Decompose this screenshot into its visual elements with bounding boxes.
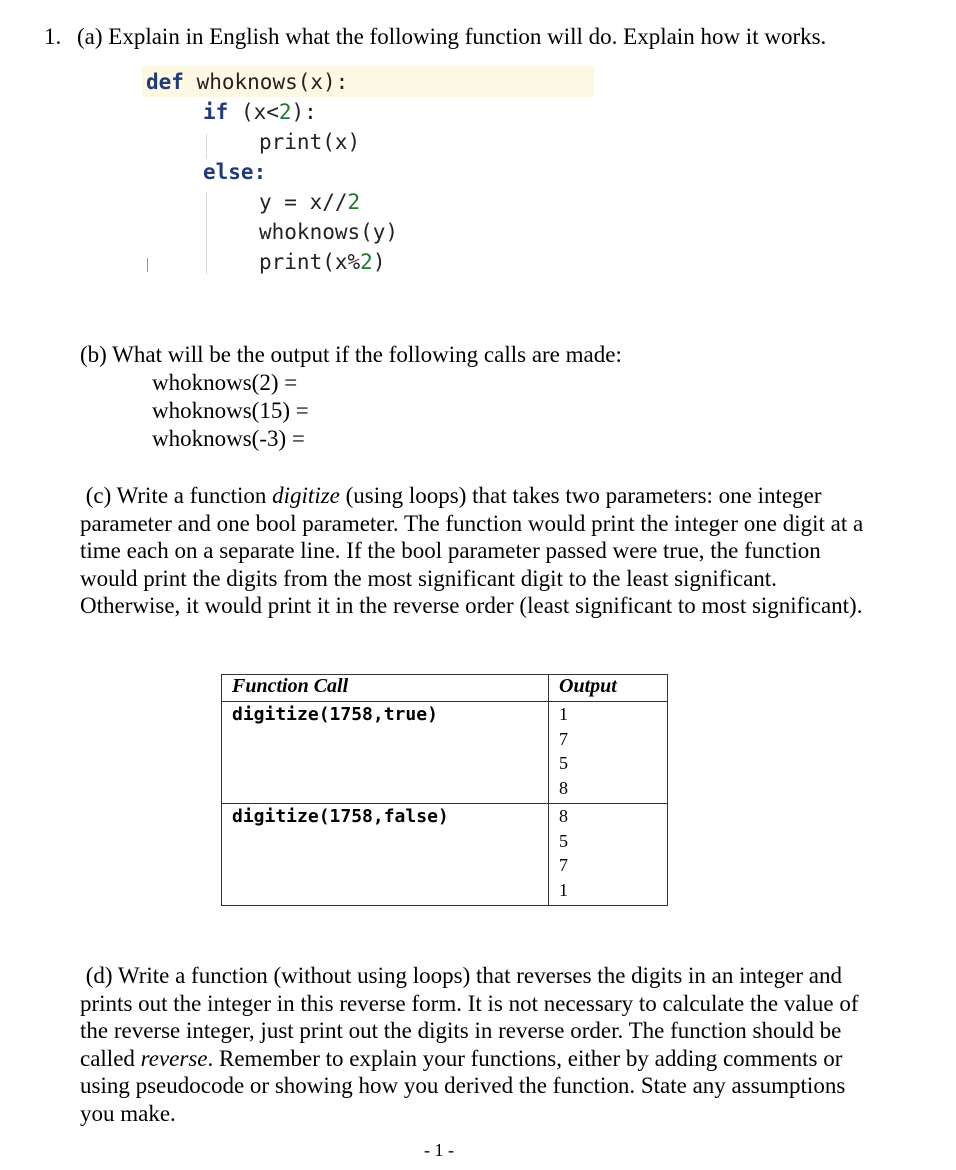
code-line-print-mod: print(x%2) xyxy=(259,250,386,274)
code-line-if: if (x<2): xyxy=(203,100,317,124)
part-a-text: (a) Explain in English what the following function will do. Explain how it works. xyxy=(77,24,827,49)
table-cell-output: 1 7 5 8 xyxy=(549,702,668,804)
table-cell-call: digitize(1758,true) xyxy=(222,702,549,804)
code-line-recurse: whoknows(y) xyxy=(259,220,399,244)
page-number: - 1 - xyxy=(424,1140,454,1160)
text-cursor xyxy=(147,258,148,272)
table-cell-output: 8 5 7 1 xyxy=(549,804,668,906)
code-line-else: else: xyxy=(203,160,267,184)
call-item: whoknows(-3) = xyxy=(152,426,305,451)
question-number: 1. xyxy=(44,24,62,49)
part-c-text: (c) Write a function digitize (using loops) that takes two parameters: one integer parameter and one bool parameter. The function would print the integer one digit at a time each on a separate line. If the bool parameter passed were true, the function would print the digits from the most significant digit to the least significant. Otherwise, it would print it in the reverse order (least significant to most significant). xyxy=(80,483,864,618)
part-d-text: (d) Write a function (without using loops) that reverses the digits in an integer and prints out the integer in this reverse form. It is not necessary to calculate the value of the reverse integer, just print out the digits in reverse order. The function should be called reverse. Remember to explain your functions, either by adding comments or using pseudocode or showing how you derived the function. State any assumptions you make. xyxy=(80,963,859,1126)
header-function-call: Function Call xyxy=(222,675,549,702)
call-item: whoknows(2) = xyxy=(152,370,298,395)
indent-guide xyxy=(206,134,207,159)
part-b-prompt: (b) What will be the output if the following calls are made: xyxy=(80,342,622,367)
question-1-header xyxy=(44,24,826,50)
digitize-table xyxy=(221,674,668,906)
header-output: Output xyxy=(549,675,668,702)
code-line-assign: y = x//2 xyxy=(259,190,361,214)
code-line-def: def whoknows(x): xyxy=(146,70,349,94)
table-cell-call: digitize(1758,false) xyxy=(222,804,549,906)
indent-guide xyxy=(206,192,207,274)
call-item: whoknows(15) = xyxy=(152,398,309,423)
code-line-print-x: print(x) xyxy=(259,130,361,154)
